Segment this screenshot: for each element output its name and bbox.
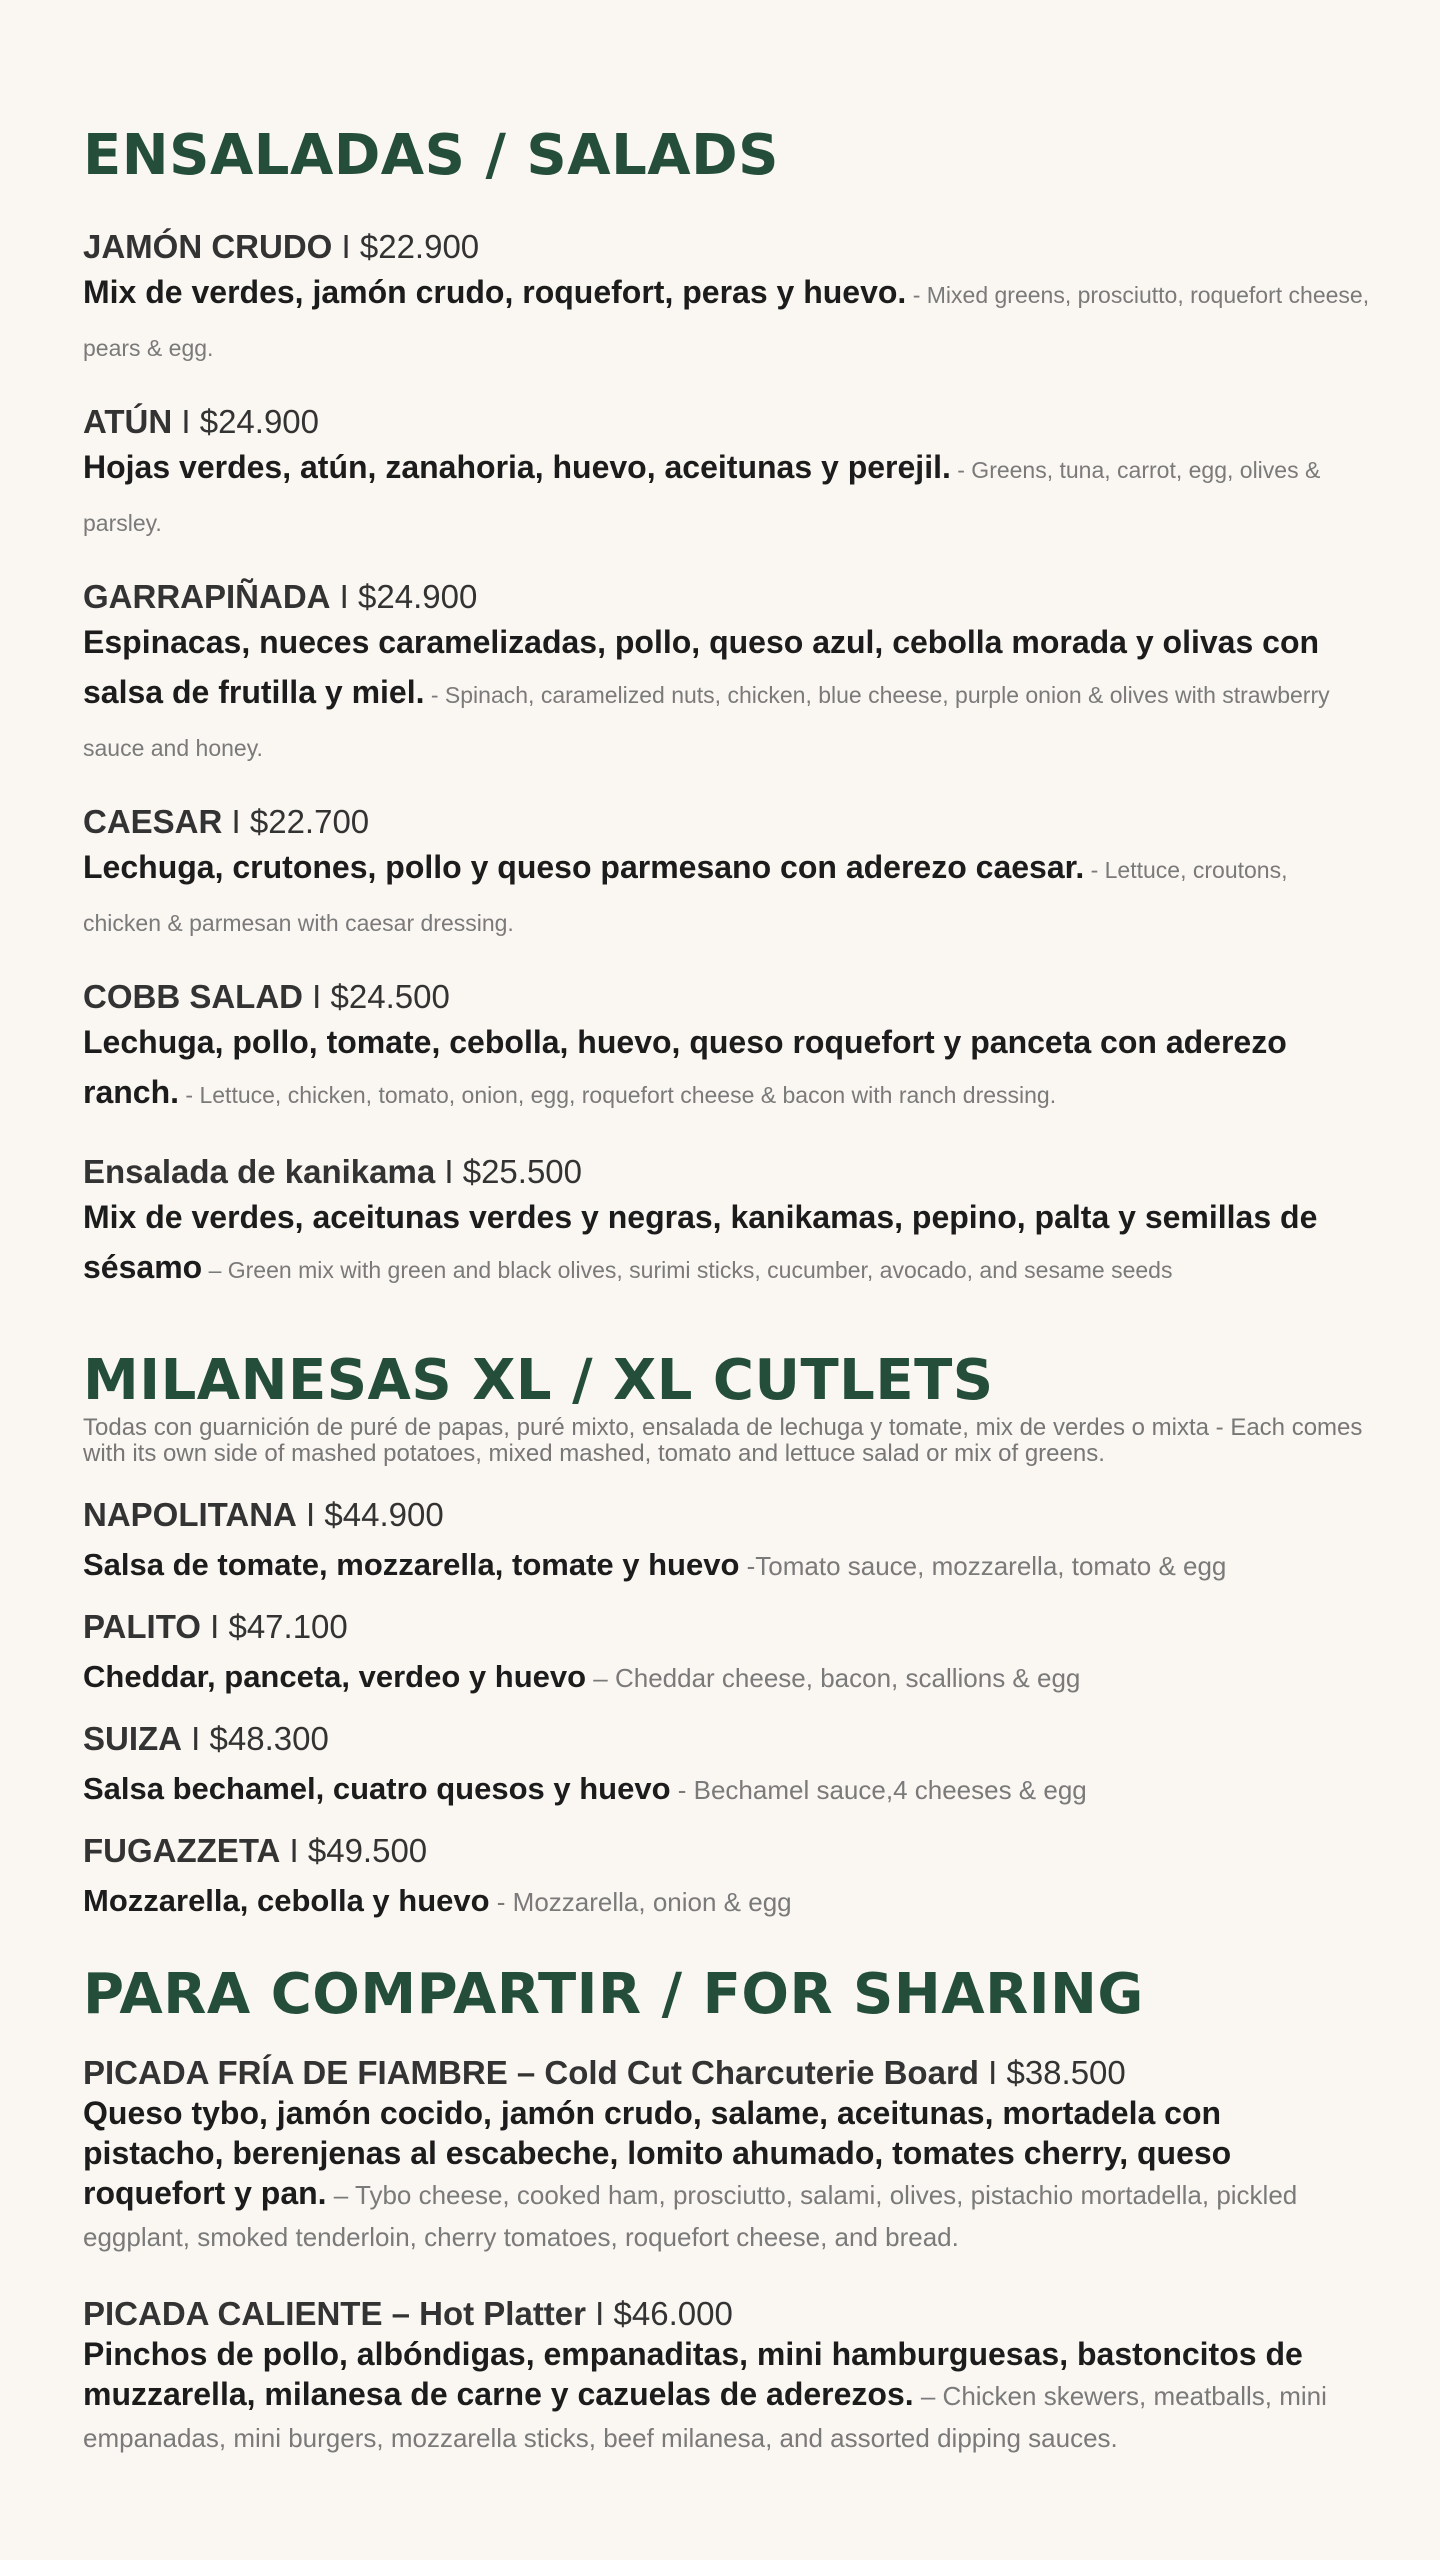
menu-item-atun: [83, 401, 1370, 548]
item-header: [83, 1718, 1370, 1759]
item-price: $38.500: [1006, 2054, 1126, 2091]
item-description-en: – Chicken skewers, meatballs, mini empanadas, mini burgers, mozzarella sticks, beef milanesa, and assorted dipping sauces.: [83, 2381, 1327, 2454]
item-description: [83, 2334, 1370, 2458]
item-name: JAMÓN CRUDO: [83, 228, 333, 265]
item-description-es: Lechuga, pollo, tomate, cebolla, huevo, queso roquefort y panceta con aderezo ranch.: [83, 1024, 1287, 1111]
item-description-es: Queso tybo, jamón cocido, jamón crudo, salame, aceitunas, mortadela con pistacho, berenjenas al escabeche, lomito ahumado, tomates cherry, queso roquefort y pan.: [83, 2095, 1232, 2212]
item-header: [83, 1151, 1370, 1192]
section-note-cutlets: Todas con guarnición de puré de papas, puré mixto, ensalada de lechuga y tomate, mix de verdes o mixta - Each comes with its own side of mashed potatoes, mixed mashed, tomato and lettuce salad or mix of greens.: [83, 1414, 1363, 1467]
menu-item-cobb-salad: [83, 976, 1370, 1120]
item-description: [83, 842, 1370, 948]
item-description-en: -Tomato sauce, mozzarella, tomato & egg: [739, 1551, 1227, 1582]
item-separator: I: [330, 578, 359, 615]
item-separator: I: [978, 2054, 1007, 2091]
item-name: PALITO: [83, 1608, 201, 1645]
item-price: $44.900: [324, 1496, 444, 1533]
item-description-es: Cheddar, panceta, verdeo y huevo: [83, 1659, 587, 1695]
item-price: $25.500: [462, 1153, 583, 1190]
item-description-en: - Mixed greens, prosciutto, roquefort cheese, pears & egg.: [83, 282, 1370, 362]
menu-item-picada-fria: [83, 2052, 1370, 2257]
menu-item-jamon-crudo: [83, 226, 1370, 373]
item-separator: I: [222, 803, 250, 840]
item-name: SUIZA: [83, 1720, 182, 1757]
item-separator: I: [182, 1720, 210, 1757]
menu-item-napolitana: [83, 1494, 1370, 1586]
item-description: [83, 617, 1370, 773]
item-separator: I: [172, 403, 200, 440]
item-separator: I: [296, 1496, 325, 1533]
item-description: [83, 1017, 1370, 1120]
item-description: [83, 2093, 1370, 2257]
item-description-es: Mix de verdes, aceitunas verdes y negras, kanikamas, pepino, palta y semillas de sésamo: [83, 1199, 1318, 1286]
item-description-en: – Green mix with green and black olives, surimi sticks, cucumber, avocado, and sesame seeds: [202, 1257, 1173, 1284]
item-description-en: – Tybo cheese, cooked ham, prosciutto, salami, olives, pistachio mortadella, pickled eggplant, smoked tenderloin, cherry tomatoes, roquefort cheese, and bread.: [83, 2180, 1298, 2253]
item-description-en: - Spinach, caramelized nuts, chicken, blue cheese, purple onion & olives with strawberry sauce and honey.: [83, 682, 1330, 762]
item-name: CAESAR: [83, 803, 223, 840]
item-name: Ensalada de kanikama: [83, 1153, 436, 1190]
item-price: $24.500: [330, 978, 450, 1015]
item-price: $48.300: [209, 1720, 329, 1757]
menu-item-garrapinada: [83, 576, 1370, 773]
item-description-es: Mozzarella, cebolla y huevo: [83, 1883, 490, 1919]
item-separator: I: [280, 1832, 308, 1869]
menu-item-caesar: [83, 801, 1370, 948]
item-price: $49.500: [307, 1832, 428, 1869]
item-description-en: - Mozzarella, onion & egg: [489, 1887, 792, 1918]
item-separator: I: [303, 978, 331, 1015]
menu-item-fugazzeta: [83, 1830, 1370, 1922]
item-name: FUGAZZETA: [83, 1832, 281, 1869]
item-description: [83, 1769, 1370, 1810]
item-description: [83, 442, 1370, 548]
item-price: $22.700: [249, 803, 370, 840]
item-header: [83, 401, 1370, 442]
item-description: [83, 267, 1370, 373]
item-name: NAPOLITANA: [83, 1496, 297, 1533]
menu-item-palito: [83, 1606, 1370, 1698]
item-price: $24.900: [199, 403, 320, 440]
item-header: [83, 1830, 1370, 1871]
item-price: $22.900: [359, 228, 480, 265]
item-description-en: - Lettuce, croutons, chicken & parmesan with caesar dressing.: [83, 857, 1288, 937]
item-price: $24.900: [358, 578, 478, 615]
item-name: COBB SALAD: [83, 978, 303, 1015]
item-name: PICADA FRÍA DE FIAMBRE – Cold Cut Charcuterie Board: [83, 2054, 979, 2091]
item-separator: I: [200, 1608, 229, 1645]
item-name: GARRAPIÑADA: [83, 578, 331, 615]
item-header: [83, 976, 1370, 1017]
item-header: [83, 1606, 1370, 1647]
item-description-es: Pinchos de pollo, albóndigas, empanaditas, mini hamburguesas, bastoncitos de muzzarella, milanesa de carne y cazuelas de aderezos.: [83, 2336, 1303, 2413]
menu-item-suiza: [83, 1718, 1370, 1810]
item-header: [83, 226, 1370, 267]
item-name: ATÚN: [83, 403, 173, 440]
item-description-es: Hojas verdes, atún, zanahoria, huevo, aceitunas y perejil.: [83, 449, 951, 486]
item-description: [83, 1545, 1370, 1586]
menu-item-kanikama: [83, 1151, 1370, 1295]
item-separator: I: [332, 228, 360, 265]
item-description-en: - Lettuce, chicken, tomato, onion, egg, roquefort cheese & bacon with ranch dressing.: [179, 1082, 1057, 1109]
section-title-sharing: PARA COMPARTIR / FOR SHARING: [83, 1962, 1144, 2027]
section-title-cutlets: MILANESAS XL / XL CUTLETS: [83, 1348, 994, 1413]
item-description-en: - Greens, tuna, carrot, egg, olives & parsley.: [83, 457, 1321, 537]
item-header: [83, 2293, 1370, 2334]
item-description: [83, 1881, 1370, 1922]
item-separator: I: [586, 2295, 614, 2332]
item-description-es: Salsa bechamel, cuatro quesos y huevo: [83, 1771, 671, 1807]
item-header: [83, 801, 1370, 842]
item-description-en: – Cheddar cheese, bacon, scallions & egg: [586, 1663, 1081, 1694]
item-price: $46.000: [613, 2295, 733, 2332]
item-description-es: Lechuga, crutones, pollo y queso parmesano con aderezo caesar.: [83, 849, 1085, 886]
section-title-salads: ENSALADAS / SALADS: [83, 123, 779, 188]
item-description-es: Mix de verdes, jamón crudo, roquefort, peras y huevo.: [83, 274, 907, 311]
item-description-es: Salsa de tomate, mozzarella, tomate y huevo: [83, 1547, 740, 1583]
item-description-es: Espinacas, nueces caramelizadas, pollo, queso azul, cebolla morada y olivas con salsa de frutilla y miel.: [83, 624, 1320, 711]
menu-item-picada-caliente: [83, 2293, 1370, 2458]
item-header: [83, 1494, 1370, 1535]
item-name: PICADA CALIENTE – Hot Platter: [83, 2295, 586, 2332]
item-price: $47.100: [228, 1608, 348, 1645]
item-description: [83, 1192, 1370, 1295]
item-separator: I: [435, 1153, 463, 1190]
item-description-en: - Bechamel sauce,4 cheeses & egg: [670, 1775, 1087, 1806]
item-header: [83, 2052, 1370, 2093]
item-description: [83, 1657, 1370, 1698]
item-header: [83, 576, 1370, 617]
